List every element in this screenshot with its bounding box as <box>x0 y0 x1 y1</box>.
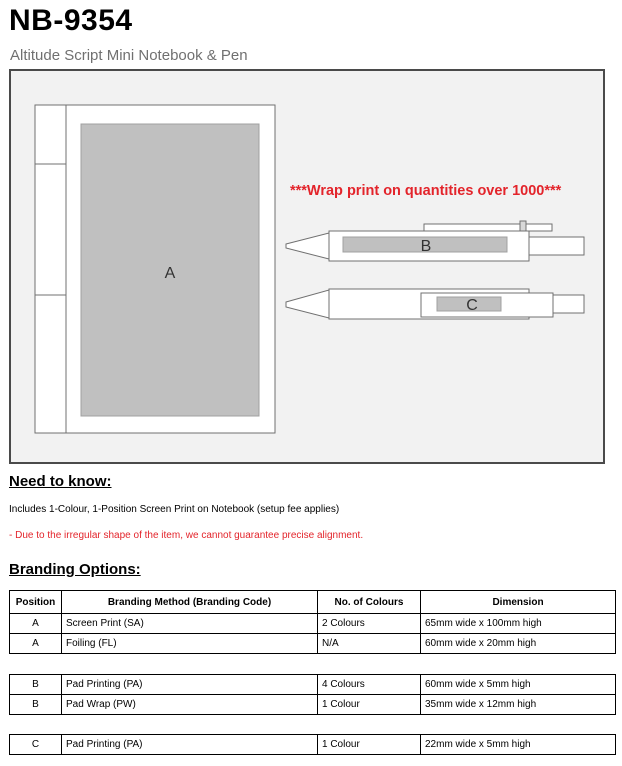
header-dimension: Dimension <box>421 591 616 614</box>
cell-position: A <box>10 634 62 654</box>
zone-label-c: C <box>466 297 478 314</box>
cell-position: B <box>10 695 62 715</box>
table-header-row <box>10 591 616 614</box>
table-row <box>10 695 616 715</box>
cell-position: C <box>10 735 62 755</box>
cell-colours: 1 Colour <box>318 735 421 755</box>
pen-b-drawing <box>286 221 584 261</box>
illustration-drawing <box>11 71 607 466</box>
cell-position: A <box>10 614 62 634</box>
branding-table-c <box>9 734 616 755</box>
zone-label-b: B <box>420 238 432 255</box>
cell-colours: 4 Colours <box>318 675 421 695</box>
alignment-warning: - Due to the irregular shape of the item, we cannot guarantee precise alignment. <box>9 530 364 541</box>
cell-position: B <box>10 675 62 695</box>
branding-table-b <box>9 674 616 715</box>
product-illustration <box>9 69 605 464</box>
cell-colours: 2 Colours <box>318 614 421 634</box>
cell-dimension: 60mm wide x 20mm high <box>421 634 616 654</box>
header-method: Branding Method (Branding Code) <box>62 591 318 614</box>
cell-method: Pad Printing (PA) <box>62 735 318 755</box>
branding-options-heading: Branding Options: <box>9 561 141 578</box>
need-to-know-heading: Need to know: <box>9 473 112 490</box>
table-row <box>10 675 616 695</box>
table-row <box>10 614 616 634</box>
branding-table-a <box>9 590 616 654</box>
header-position: Position <box>10 591 62 614</box>
wrap-print-note: ***Wrap print on quantities over 1000*** <box>290 183 562 199</box>
cell-colours: 1 Colour <box>318 695 421 715</box>
notebook-drawing <box>35 105 275 433</box>
cell-dimension: 65mm wide x 100mm high <box>421 614 616 634</box>
includes-note: Includes 1-Colour, 1-Position Screen Print on Notebook (setup fee applies) <box>9 504 340 515</box>
cell-dimension: 22mm wide x 5mm high <box>421 735 616 755</box>
cell-method: Pad Wrap (PW) <box>62 695 318 715</box>
zone-label-a: A <box>164 265 176 282</box>
cell-dimension: 35mm wide x 12mm high <box>421 695 616 715</box>
table-row <box>10 634 616 654</box>
cell-dimension: 60mm wide x 5mm high <box>421 675 616 695</box>
product-code: NB-9354 <box>9 4 133 37</box>
cell-method: Pad Printing (PA) <box>62 675 318 695</box>
table-row <box>10 735 616 755</box>
pen-c-drawing <box>286 289 584 319</box>
header-colours: No. of Colours <box>318 591 421 614</box>
cell-colours: N/A <box>318 634 421 654</box>
cell-method: Foiling (FL) <box>62 634 318 654</box>
cell-method: Screen Print (SA) <box>62 614 318 634</box>
product-name: Altitude Script Mini Notebook & Pen <box>10 47 248 64</box>
